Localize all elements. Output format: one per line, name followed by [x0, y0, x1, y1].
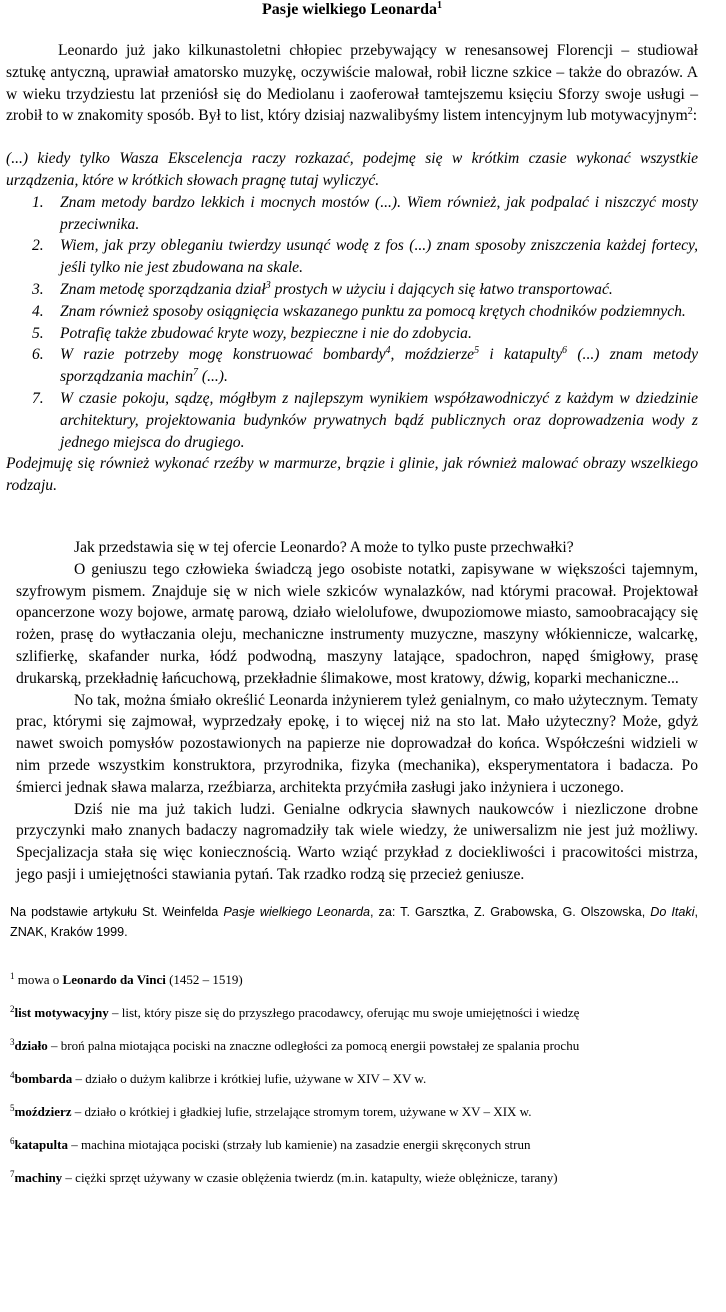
body-paragraph: O geniuszu tego człowieka świadczą jego osobiste notatki, zapisywane w większości tajemnym, szyfrowym pismem. Znajduje się w nich wiele szkiców wynalazków, nad którymi pracował. Projektował opancerzone wozy bojowe, armatę parową, działo wielolufowe, dwupoziomowe miasto, samoobracający się rożen, prasę do wytłaczania oleju, mechaniczne instrumenty muzyczne, maszyny włókiennicze, walcarkę, szlifierkę, skafander nurka, łódź podwodną, maszyny latające, spadochron, napęd śmigłowy, prasę drukarską, przekładnię łańcuchową, przekładnie ślimakowe, most kratowy, dźwig, koparki mechaniczne... [16, 560, 698, 687]
footnote-number: 7 [10, 1168, 15, 1179]
footnote-ref: 7 [193, 367, 198, 379]
footnote-term: moździerz [14, 1103, 72, 1119]
body-paragraph: No tak, można śmiało określić Leonarda inżynierem tyleż genialnym, co mało użytecznym. Tematy prac, którymi się zajmował, wyprzedzały epokę, i to więcej niż na sto lat. Mało użyteczny? Może, gdyż nawet swoich pomysłów pozostawionych na papierze nie doprowadzał do końca. Współcześni widzieli w nim przede wszystkim konstruktora, przyrodnika, fizyka (mechanika), eksperymentatora i badacza. Po śmierci jednak sława malarza, rzeźbiarza, architekta przyćmiła zasługi jako inżyniera i uczonego. [16, 691, 698, 796]
list-item-number: 1. [32, 193, 44, 211]
title-footnote-ref: 1 [437, 0, 443, 11]
list-item-text: W razie potrzeby mogę konstruować bombardy [60, 346, 386, 364]
list-item-text: Wiem, jak przy obleganiu twierdzy usunąć wodę z fos (...) znam sposoby zniszczenia każdej fortecy, jeśli tylko nie jest zbudowana na skale. [60, 237, 698, 277]
list-item-number: 6. [32, 346, 44, 364]
quote-list-item [6, 301, 698, 323]
footnote-term: działo [14, 1037, 48, 1053]
footnote-term: katapulta [14, 1136, 68, 1152]
footnote-ref: 4 [385, 345, 391, 357]
question-line: Jak przedstawia się w tej ofercie Leonardo? A może to tylko puste przechwałki? [74, 538, 574, 556]
document-page [6, 0, 698, 1203]
footnote-number: 4 [10, 1069, 15, 1080]
quote-list-item [6, 344, 698, 388]
source-article-title: Pasje wielkiego Leonarda [223, 904, 370, 919]
intro-end: : [692, 107, 698, 125]
intro-paragraph [6, 40, 698, 127]
footnote-definition: – ciężki sprzęt używany w czasie oblężenia twierdz (m.in. katapulty, wieże oblężnicze, tarany) [62, 1169, 558, 1185]
footnote-ref: 3 [265, 279, 271, 291]
source-citation [6, 902, 698, 942]
list-item-number: 5. [32, 324, 44, 342]
footnote-ref: 5 [474, 345, 480, 357]
footnote-number: 3 [10, 1036, 15, 1047]
footnote-definition: – broń palna miotająca pociski na znaczne odległości za pomocą energii powstałej ze spalania prochu [47, 1037, 580, 1053]
footnote-ref: 6 [562, 345, 568, 357]
footnote [10, 972, 698, 988]
footnote-definition: – list, który pisze się do przyszłego pracodawcy, oferując mu swoje umiejętności i wiedzę [108, 1004, 580, 1020]
quote-list-item [6, 279, 698, 301]
footnote-term: machiny [14, 1169, 63, 1185]
source-book-title: Do Itaki [650, 904, 695, 919]
list-item-text: prostych w użyciu i dających się łatwo transportować. [270, 280, 613, 298]
quote-list-item [6, 323, 698, 345]
list-item-number: 2. [32, 237, 44, 255]
footnote-definition: – machina miotająca pociski (strzały lub kamienie) na zasadzie energii skręconych strun [67, 1136, 531, 1152]
footnote [10, 1005, 698, 1021]
list-item-text: Potrafię także zbudować kryte wozy, bezpieczne i nie do zdobycia. [60, 324, 472, 342]
quote-list [6, 192, 698, 454]
footnote-number: 1 [10, 970, 15, 981]
list-item-text: W czasie pokoju, sądzę, mógłbym z najlepszym wynikiem współzawodniczyć z każdym w dziedzinie architektury, projektowania budynków prywatnych bądź publicznych oraz doprowadzenia wody z jednego miejsca do drugiego. [60, 389, 698, 451]
list-item-text: (...) znam metody sporządzania machin [60, 346, 698, 386]
source-publisher: , ZNAK, Kraków 1999. [10, 904, 698, 939]
footnote-number: 6 [10, 1135, 15, 1146]
footnote [10, 1137, 698, 1153]
footnote-term: list motywacyjny [14, 1004, 109, 1020]
footnote-definition: – działo o krótkiej i gładkiej lufie, strzelające stromym torem, używane w XV – XIX w. [71, 1103, 532, 1119]
article-title [6, 0, 698, 20]
footnote-number: 5 [10, 1102, 15, 1113]
footnote-definition: (1452 – 1519) [165, 971, 243, 987]
list-item-text: i katapulty [479, 346, 563, 364]
intro-footnote-ref: 2 [687, 106, 693, 118]
commentary-section [6, 537, 698, 886]
footnote [10, 1104, 698, 1120]
list-item-text: Znam metodę sporządzania dział [60, 280, 266, 298]
list-item-number: 4. [32, 302, 44, 320]
list-item-text: Znam metody bardzo lekkich i mocnych mostów (...). Wiem również, jak podpalać i niszczyć mosty przeciwnika. [60, 193, 698, 233]
footnote-term: Leonardo da Vinci [62, 971, 166, 987]
list-item-text: , moździerze [390, 346, 475, 364]
footnotes [6, 972, 698, 1186]
source-authors: , za: T. Garsztka, Z. Grabowska, G. Olszowska, [370, 904, 651, 919]
intro-text: Leonardo już jako kilkunastoletni chłopiec przebywający w renesansowej Florencji – studiował sztukę antyczną, uprawiał amatorsko muzykę, oczywiście malował, robił liczne szkice – także do obrazów. A w wieku trzydziestu lat przeniósł się do Mediolanu i zaoferował tamtejszemu księciu Sforzy swoje usługi – zrobił to w znakomity sposób. Był to list, który dzisiaj nazwalibyśmy listem intencyjnym lub motywacyjnym [6, 42, 698, 125]
footnote [10, 1071, 698, 1087]
quote-list-item [6, 235, 698, 279]
list-item-number: 3. [32, 280, 44, 298]
source-prefix: Na podstawie artykułu St. Weinfelda [10, 904, 224, 919]
list-item-text: Znam również sposoby osiągnięcia wskazanego punktu za pomocą krętych chodników podziemnych. [60, 302, 686, 320]
footnote [10, 1170, 698, 1186]
quote-outro: Podejmuję się również wykonać rzeźby w marmurze, brązie i glinie, jak również malować obrazy wszelkiego rodzaju. [6, 455, 698, 495]
footnote-term: bombarda [14, 1070, 73, 1086]
quote-list-item [6, 388, 698, 453]
body-paragraph: Dziś nie ma już takich ludzi. Genialne odkrycia sławnych naukowców i niezliczone drobne przyczynki mało znanych badaczy nagromadziły tak wiele wiedzy, że uniwersalizm nie jest już możliwy. Specjalizacja stała się więc koniecznością. Warto wziąć przykład z dociekliwości i pracowitości mistrza, jego pasji i umiejętności stawiania pytań. Tak rzadko rodzą się przecież geniusze. [16, 800, 698, 883]
title-text: Pasje wielkiego Leonarda [261, 1, 438, 18]
footnote [10, 1038, 698, 1054]
quote-intro: (...) kiedy tylko Wasza Ekscelencja raczy rozkazać, podejmę się w krótkim czasie wykonać wszystkie urządzenia, które w krótkich słowach pragnę tutaj wyliczyć. [6, 150, 698, 189]
footnote-prefix: mowa o [14, 971, 63, 987]
quote-list-item [6, 192, 698, 236]
list-item-number: 7. [32, 389, 44, 407]
footnote-number: 2 [10, 1003, 15, 1014]
list-item-text: (...). [198, 368, 228, 386]
footnote-definition: – działo o dużym kalibrze i krótkiej lufie, używane w XIV – XV w. [72, 1070, 427, 1086]
